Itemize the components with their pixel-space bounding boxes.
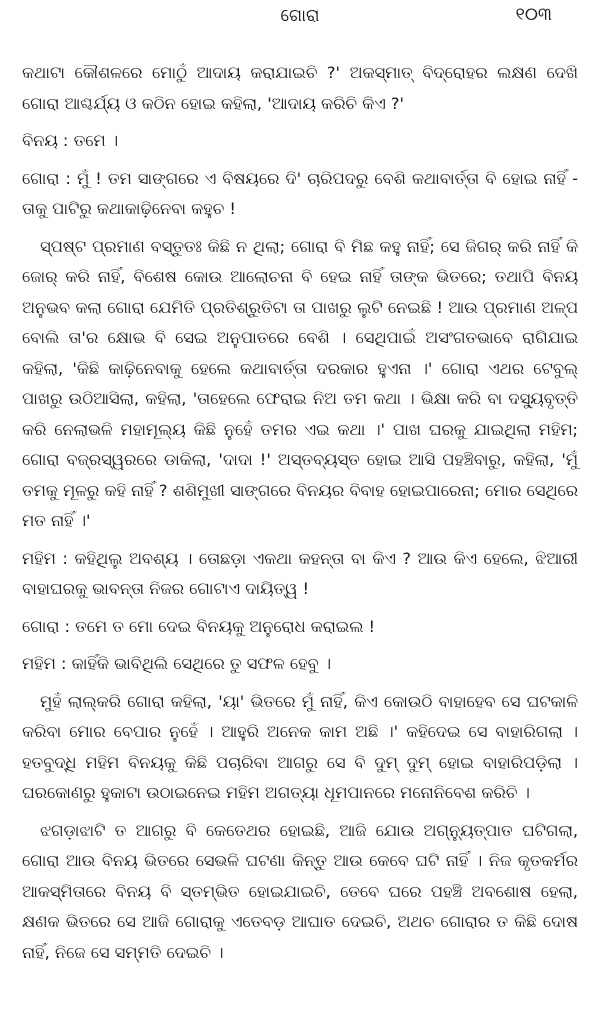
dialogue-line: ଗୋରା : ମୁଁ ! ତମ ସାଙ୍ଗରେ ଏ ବିଷୟରେ ଦି' ଚାରିପଦରୁ ବେଶି କଥାବାର୍ତ୍ତା ବି ହୋଇ ନାହିଁ - ତାକୁ ପାଟିରୁ କଥାକାଢ଼ିନେବା କହୁଚ !	[22, 168, 578, 218]
dialogue-line: ମହିମ : କହିଥିଲୁ ଅବଶ୍ୟ । ତୋଛଡ଼ା ଏକଥା କହନ୍ତା ବା କିଏ ? ଆଉ କିଏ ହେଲେ, ଝିଆରୀ ବାହାଘରକୁ ଭାବନ୍ତା ନିଜର ଗୋଟାଏ ଦାୟିତ୍ୱ !	[22, 548, 578, 598]
dialogue-line: ଗୋରା : ତମେ ତ ମୋ ଦେଇ ବିନୟକୁ ଅନୁରୋଧ କରାଇଲ !	[22, 616, 376, 636]
dialogue-line: ମହିମ : କାହିଁକି ଭାବିଥିଲି ସେଥିରେ ତୁ ସଫଳ ହେବୁ ।	[22, 654, 332, 673]
paragraph: କଥାଟା କୌଶଳରେ ମୋଠୁଁ ଆଦାୟ କରାଯାଇଚି ?' ଅକସ୍ମାତ୍ ବିଦ୍ରୋହର ଲକ୍ଷଣ ଦେଖି ଗୋରା ଆଶ୍ଚର୍ଯ୍ୟ ଓ କଠିନ ହୋଇ କହିଲା, 'ଆଦାୟ କରିଚି କିଏ ?'	[22, 63, 578, 113]
paragraph: ମୁହଁ ଲାଲ୍‌କରି ଗୋରା କହିଲା, 'ୟା' ଭିତରେ ମୁଁ ନାହିଁ, କିଏ କୋଉଠି ବାହାହେବ ସେ ଘଟକାଳି କରିବା ମୋର ବେପାର ନୁହେଁ । ଆହୁରି ଅନେକ କାମ ଅଛି ।' କହିଦେଇ ସେ ବାହାରିଗଲା । ହତବୁଦ୍ଧି ମହିମ ବିନୟକୁ କିଛି ପଚାରିବା ଆଗରୁ ସେ ବି ଦୁମ୍ ଦୁମ୍ ହୋଇ ବାହାରିପଡ଼ିଲା । ଘରକୋଣରୁ ହୁକାଟା ଉଠାଇନେଇ ମହିମ ଅଗତ୍ୟା ଧୂମପାନରେ ମନୋନିବେଶ କରିଚି ।	[22, 691, 578, 802]
paragraph: ସ୍ପଷ୍ଟ ପ୍ରମାଣ ବସ୍ତୁତଃ କିଛି ନ ଥିଲା; ଗୋରା ବି ମିଛ କହୁ ନାହିଁ; ସେ ଜିଗର୍ କରି ନାହିଁ କି ଜୋର୍ କରି ନାହିଁ, ବିଶେଷ କୋଉ ଆଲୋଚନା ବି ହେଇ ନାହିଁ ତାଙ୍କ ଭିତରେ; ତଥାପି ବିନୟ ଅନୁଭବ କଲା ଗୋରା ଯେମିତି ପ୍ରତିଶ୍ରୁତିଟା ତା ପାଖରୁ ଲୁଟି ନେଇଛି ! ଆଉ ପ୍ରମାଣ ଅଳ୍ପ ବୋଲି ତା'ର କ୍ଷୋଭ ବି ସେଇ ଅନୁପାତରେ ବେଶି । ସେଥିପାଇଁ ଅସଂଗତଭାବେ ରାଗିଯାଇ କହିଲା, 'କିଛି କାଢ଼ିନେବାକୁ ହେଲେ କଥାବାର୍ତ୍ତା ଦରକାର ହୁଏନା ।' ଗୋରା ଏଥର ଟେବୁଲ୍ ପାଖରୁ ଉଠିଆସିଲା, କହିଲା, 'ତାହେଲେ ଫେରାଇ ନିଅ ତମ କଥା । ଭିକ୍ଷା କରି ବା ଦସ୍ୟୁବୃତ୍ତି କରି ନେଲାଭଳି ମହାମୂଲ୍ୟ କିଛି ନୁହେଁ ତମର ଏଇ କଥା ।' ପାଖ ଘରକୁ ଯାଇଥିଲା ମହିମ; ଗୋରା ବଜ୍ରସ୍ୱରରେ ଡାକିଲା, 'ଦାଦା !' ଅସ୍ତବ୍ୟସ୍ତ ହୋଇ ଆସି ପହଞ୍ଚିବାରୁ, କହିଲା, 'ମୁଁ ତମକୁ ମୂଳରୁ କହି ନାହିଁ ? ଶଶିମୁଖୀ ସାଙ୍ଗରେ ବିନୟର ବିବାହ ହୋଇପାରେନା; ମୋର ସେଥିରେ ମତ ନାହିଁ ।'	[22, 236, 579, 530]
running-header	[22, 0, 578, 40]
paragraph: ଝଗଡ଼ାଝାଟି ତ ଆଗରୁ ବି କେତେଥର ହୋଇଛି, ଆଜି ଯୋଉ ଅଗ୍ନ୍ୟୁତ୍ପାତ ଘଟିଗଲା, ଗୋରା ଆଉ ବିନୟ ଭିତରେ ସେଭଳି ଘଟଣା କିନ୍ତୁ ଆଉ କେବେ ଘଟି ନାହିଁ । ନିଜ କୃତକର୍ମର ଆକସ୍ମିତାରେ ବିନୟ ବି ସ୍ତମ୍ଭିତ ହୋଇଯାଇଚି, ତେବେ ଘରେ ପହଞ୍ଚି ଅବଶୋଷ ହେଲା, କ୍ଷଣକ ଭିତରେ ସେ ଆଜି ଗୋରାକୁ ଏତେବଡ଼ ଆଘାତ ଦେଇଚି, ଅଥଚ ଗୋରାର ତ କିଛି ଦୋଷ ନାହିଁ, ନିଜେ ସେ ସମ୍ମତି ଦେଇଚି ।	[22, 820, 578, 962]
running-title: ଗୋରା	[280, 6, 320, 26]
page-number: ୧୦୩	[515, 4, 552, 25]
dialogue-line: ବିନୟ : ତମେ ।	[22, 131, 119, 150]
body-text	[22, 58, 578, 968]
